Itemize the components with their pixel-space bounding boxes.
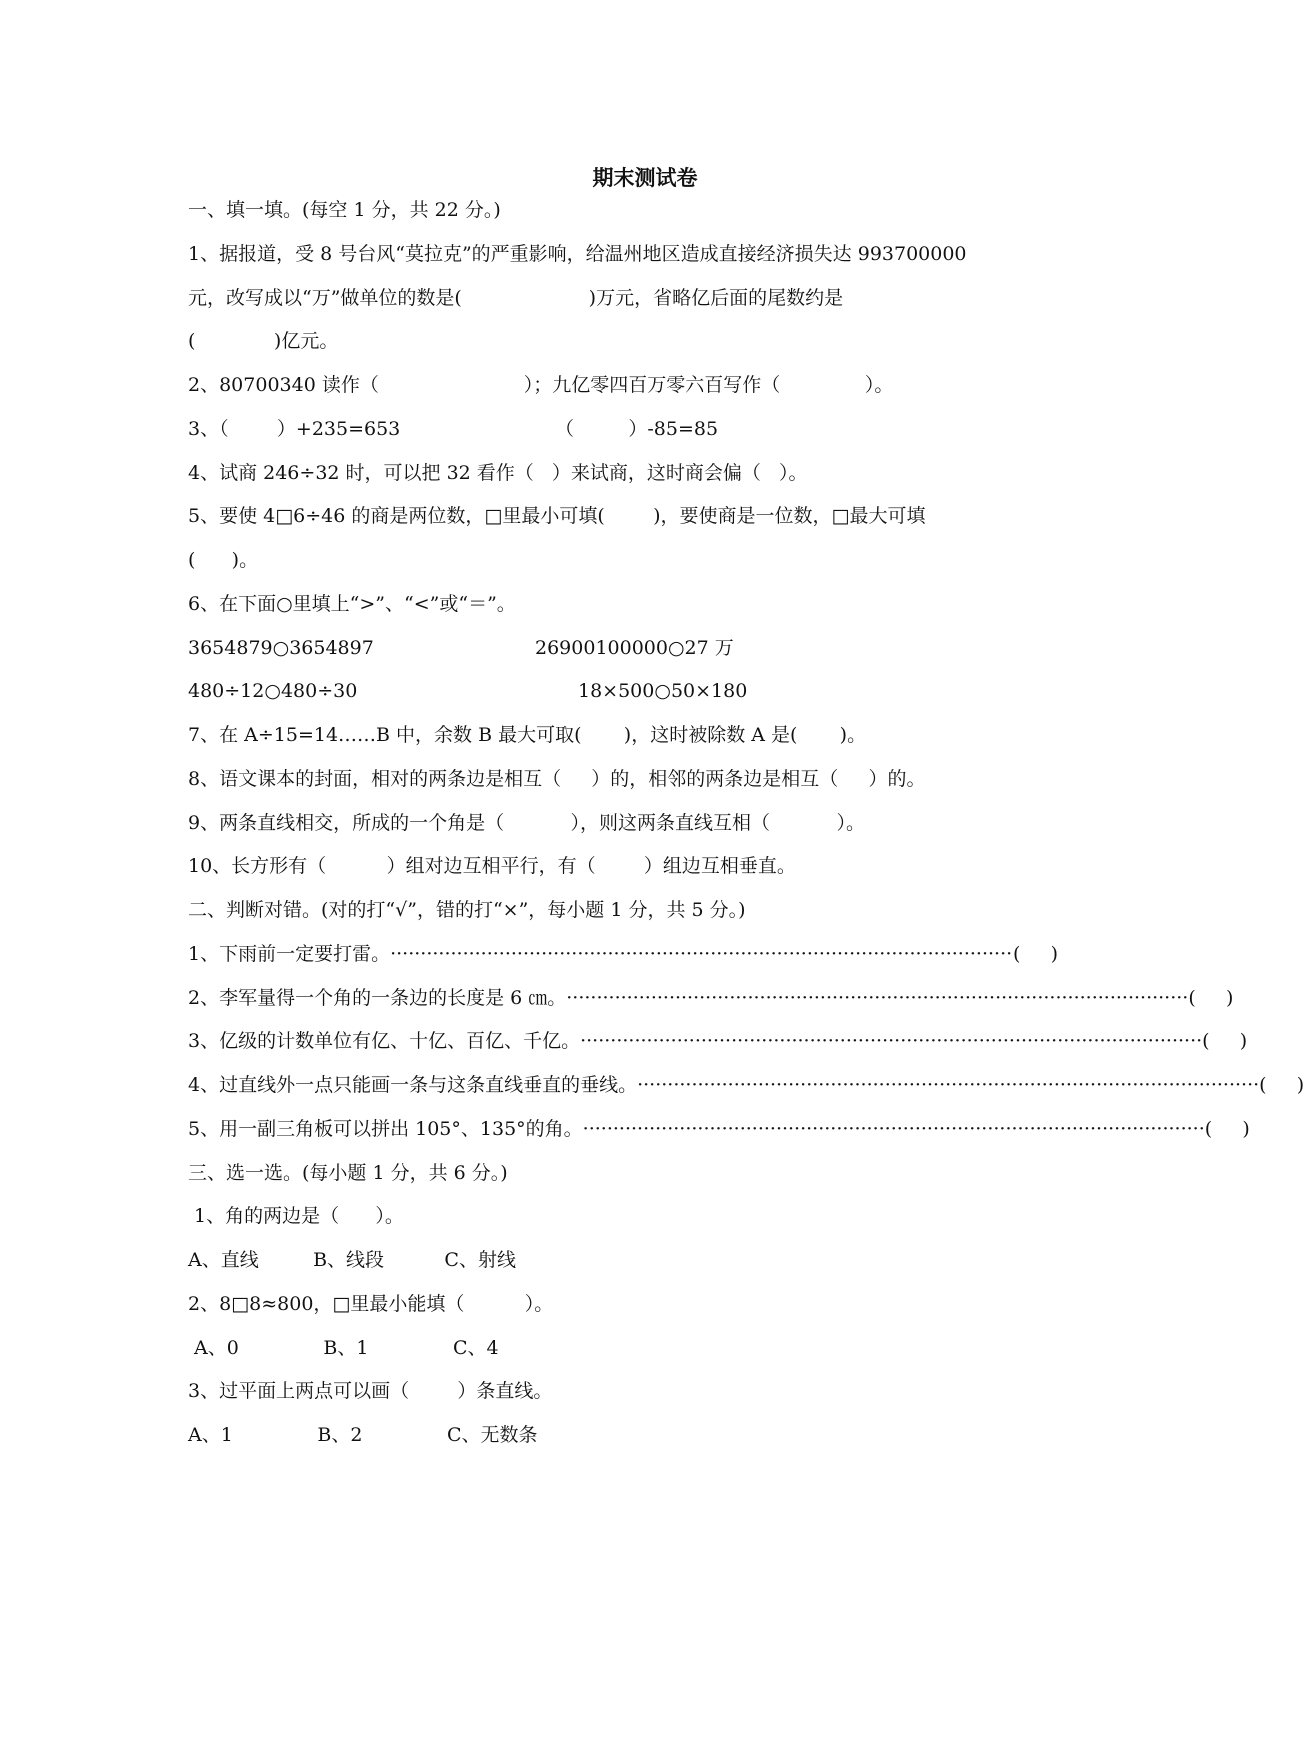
judge-item — [188, 985, 1234, 1011]
q5-line1: 5、要使 4□6÷46 的商是两位数，□里最小可填( )，要使商是一位数，□最大可填 — [188, 505, 926, 527]
q9: 9、两条直线相交，所成的一个角是（ ），则这两条直线互相（ ）。 — [188, 812, 865, 834]
q6: 6、在下面○里填上“>”、“<”或“＝”。 — [188, 593, 516, 615]
judge-item-text: 5、用一副三角板可以拼出 105°、135°的角。 — [188, 1118, 583, 1140]
dot-leader: ······································································································· — [637, 1074, 1260, 1096]
q6-d: 18×500○50×180 — [578, 680, 748, 702]
section1-heading: 一、填一填。(每空 1 分，共 22 分。) — [188, 199, 501, 221]
judge-item — [188, 1072, 1304, 1098]
mc-q2: 2、8□8≈800，□里最小能填（ ）。 — [188, 1293, 554, 1315]
judge-item-text: 3、亿级的计数单位有亿、十亿、百亿、千亿。 — [188, 1030, 581, 1052]
judge-item-text: 2、李军量得一个角的一条边的长度是 6 ㎝。 — [188, 987, 567, 1009]
dot-leader: ······································································································· — [566, 987, 1189, 1009]
q6-c: 480÷12○480÷30 — [188, 680, 358, 702]
q3-a: 3、（ ）+235=653 — [188, 418, 401, 440]
judge-item — [188, 941, 1058, 967]
q4: 4、试商 246÷32 时，可以把 32 看作（ ）来试商，这时商会偏（ ）。 — [188, 462, 808, 484]
answer-bracket: ( ) — [1259, 1074, 1304, 1096]
q1-line3: ( )亿元。 — [188, 330, 339, 352]
judge-item-text: 1、下雨前一定要打雷。 — [188, 943, 391, 965]
judge-item — [188, 1028, 1248, 1054]
dot-leader: ······································································································· — [580, 1030, 1203, 1052]
answer-bracket: ( ) — [1012, 943, 1058, 965]
answer-bracket: ( ) — [1188, 987, 1234, 1009]
answer-bracket: ( ) — [1204, 1118, 1250, 1140]
section2-heading: 二、判断对错。(对的打“√”，错的打“×”，每小题 1 分，共 5 分。) — [188, 899, 746, 921]
q1-line1: 1、据报道，受 8 号台风“莫拉克”的严重影响，给温州地区造成直接经济损失达 993700000 — [188, 243, 967, 265]
mc-q3: 3、过平面上两点可以画（ ）条直线。 — [188, 1380, 553, 1402]
q6-b: 26900100000○27 万 — [535, 637, 734, 659]
judge-item-text: 4、过直线外一点只能画一条与这条直线垂直的垂线。 — [188, 1074, 638, 1096]
mc-q2-options: A、0 B、1 C、4 — [188, 1337, 499, 1359]
mc-q3-options: A、1 B、2 C、无数条 — [188, 1424, 538, 1446]
q7: 7、在 A÷15=14……B 中，余数 B 最大可取( )，这时被除数 A 是( )。 — [188, 724, 867, 746]
q5-line2: ( )。 — [188, 549, 259, 571]
mc-q1: 1、角的两边是（ ）。 — [188, 1205, 404, 1227]
page-title: 期末测试卷 — [592, 165, 698, 190]
q3-b: （ ）-85=85 — [555, 418, 719, 440]
dot-leader: ······································································································· — [390, 943, 1013, 965]
q8: 8、语文课本的封面，相对的两条边是相互（ ）的，相邻的两条边是相互（ ）的。 — [188, 768, 926, 790]
answer-bracket: ( ) — [1202, 1030, 1248, 1052]
q1-line2: 元，改写成以“万”做单位的数是( )万元，省略亿后面的尾数约是 — [188, 287, 844, 309]
q2: 2、80700340 读作（ ）；九亿零四百万零六百写作（ ）。 — [188, 374, 894, 396]
section3-heading: 三、选一选。(每小题 1 分，共 6 分。) — [188, 1162, 508, 1184]
q10: 10、长方形有（ ）组对边互相平行，有（ ）组边互相垂直。 — [188, 855, 796, 877]
mc-q1-options: A、直线 B、线段 C、射线 — [188, 1249, 516, 1271]
q6-a: 3654879○3654897 — [188, 637, 374, 659]
judge-item — [188, 1116, 1250, 1142]
dot-leader: ······································································································· — [582, 1118, 1205, 1140]
